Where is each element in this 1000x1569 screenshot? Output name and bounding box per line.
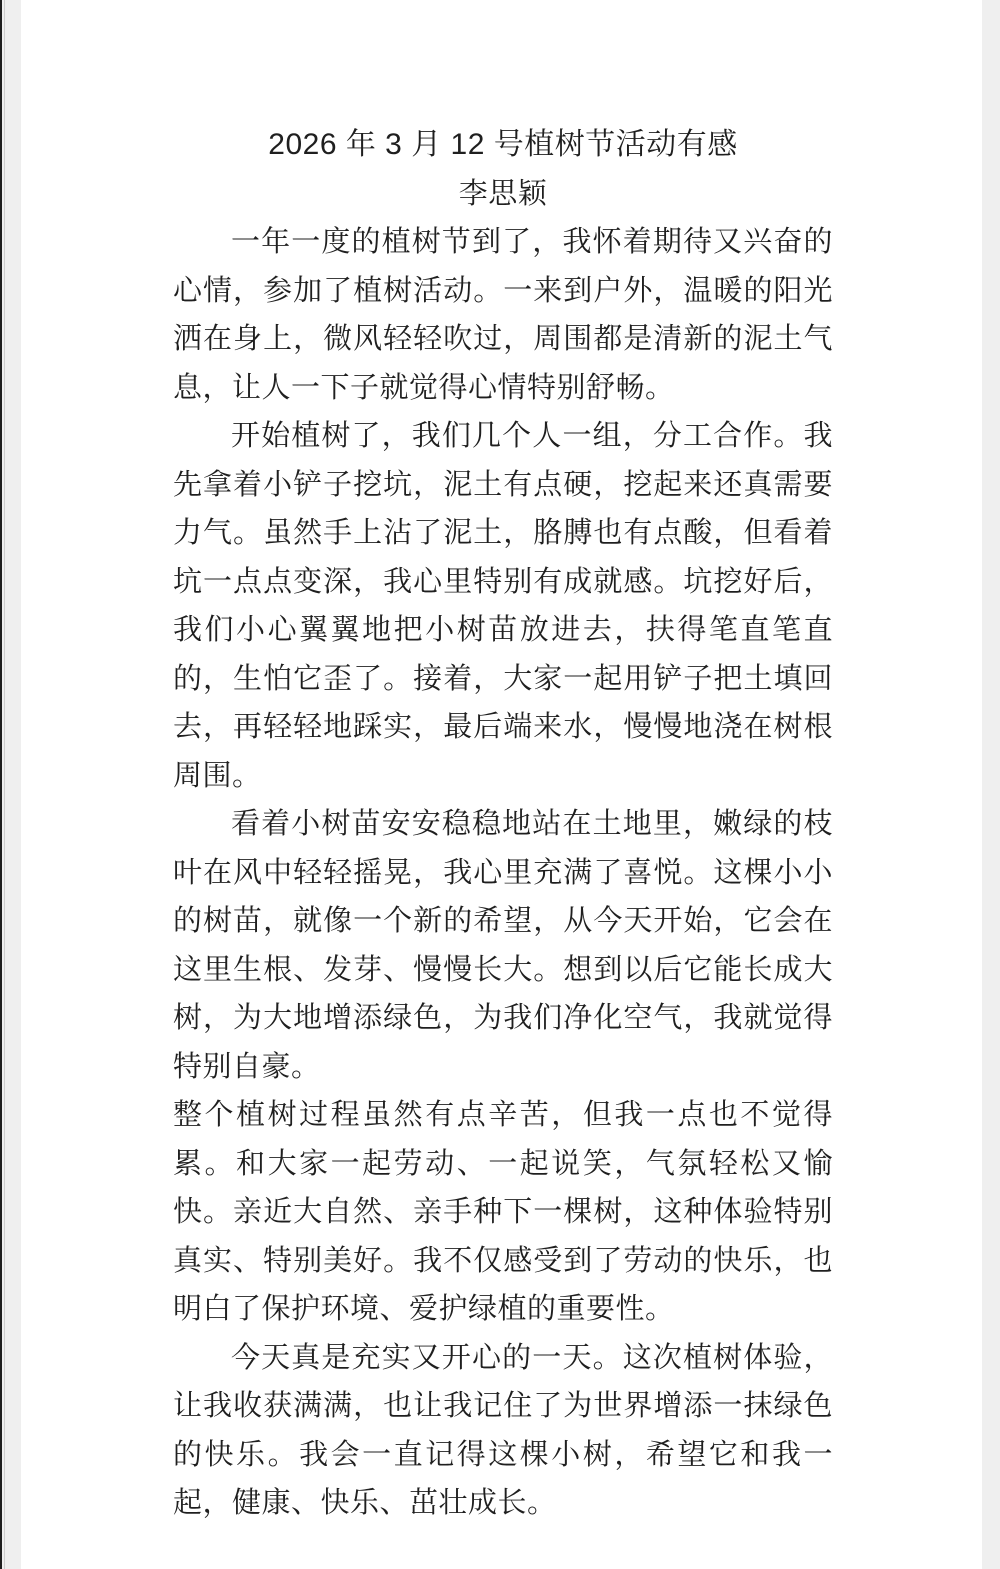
essay-paragraph-5: 今天真是充实又开心的一天。这次植树体验，让我收获满满，也让我记住了为世界增添一抹绿色的快乐。我会一直记得这棵小树，希望它和我一起，健康、快乐、茁壮成长。 — [173, 1341, 833, 1519]
essay-paragraph-1: 一年一度的植树节到了，我怀着期待又兴奋的心情，参加了植树活动。一来到户外，温暖的阳光洒在身上，微风轻轻吹过，周围都是清新的泥土气息，让人一下子就觉得心情特别舒畅。 — [173, 226, 833, 404]
page-edge-faint-line — [4, 0, 5, 1569]
essay-title: 2026 年 3 月 12 号植树节活动有感 — [268, 128, 738, 161]
page-edge-right — [982, 0, 1000, 1569]
page-edge-left — [0, 0, 21, 1569]
essay-paragraph-4: 整个植树过程虽然有点辛苦，但我一点也不觉得累。和大家一起劳动、一起说笑，气氛轻松又愉快。亲近大自然、亲手种下一棵树，这种体验特别真实、特别美好。我不仅感受到了劳动的快乐，也明白了保护环境、爱护绿植的重要性。 — [173, 1099, 833, 1325]
essay-author: 李思颖 — [458, 177, 548, 210]
essay-body — [173, 121, 833, 1528]
essay-paragraph-2: 开始植树了，我们几个人一组，分工合作。我先拿着小铲子挖坑，泥土有点硬，挖起来还真需要力气。虽然手上沾了泥土，胳膊也有点酸，但看着坑一点点变深，我心里特别有成就感。坑挖好后，我们小心翼翼地把小树苗放进去，扶得笔直笔直的，生怕它歪了。接着，大家一起用铲子把土填回去，再轻轻地踩实，最后端来水，慢慢地浇在树根周围。 — [173, 420, 833, 792]
essay-paragraph-3: 看着小树苗安安稳稳地站在土地里，嫩绿的枝叶在风中轻轻摇晃，我心里充满了喜悦。这棵小小的树苗，就像一个新的希望，从今天开始，它会在这里生根、发芽、慢慢长大。想到以后它能长成大树，为大地增添绿色，为我们净化空气，我就觉得特别自豪。 — [173, 808, 833, 1083]
page-edge-dark-line — [0, 0, 2, 1569]
